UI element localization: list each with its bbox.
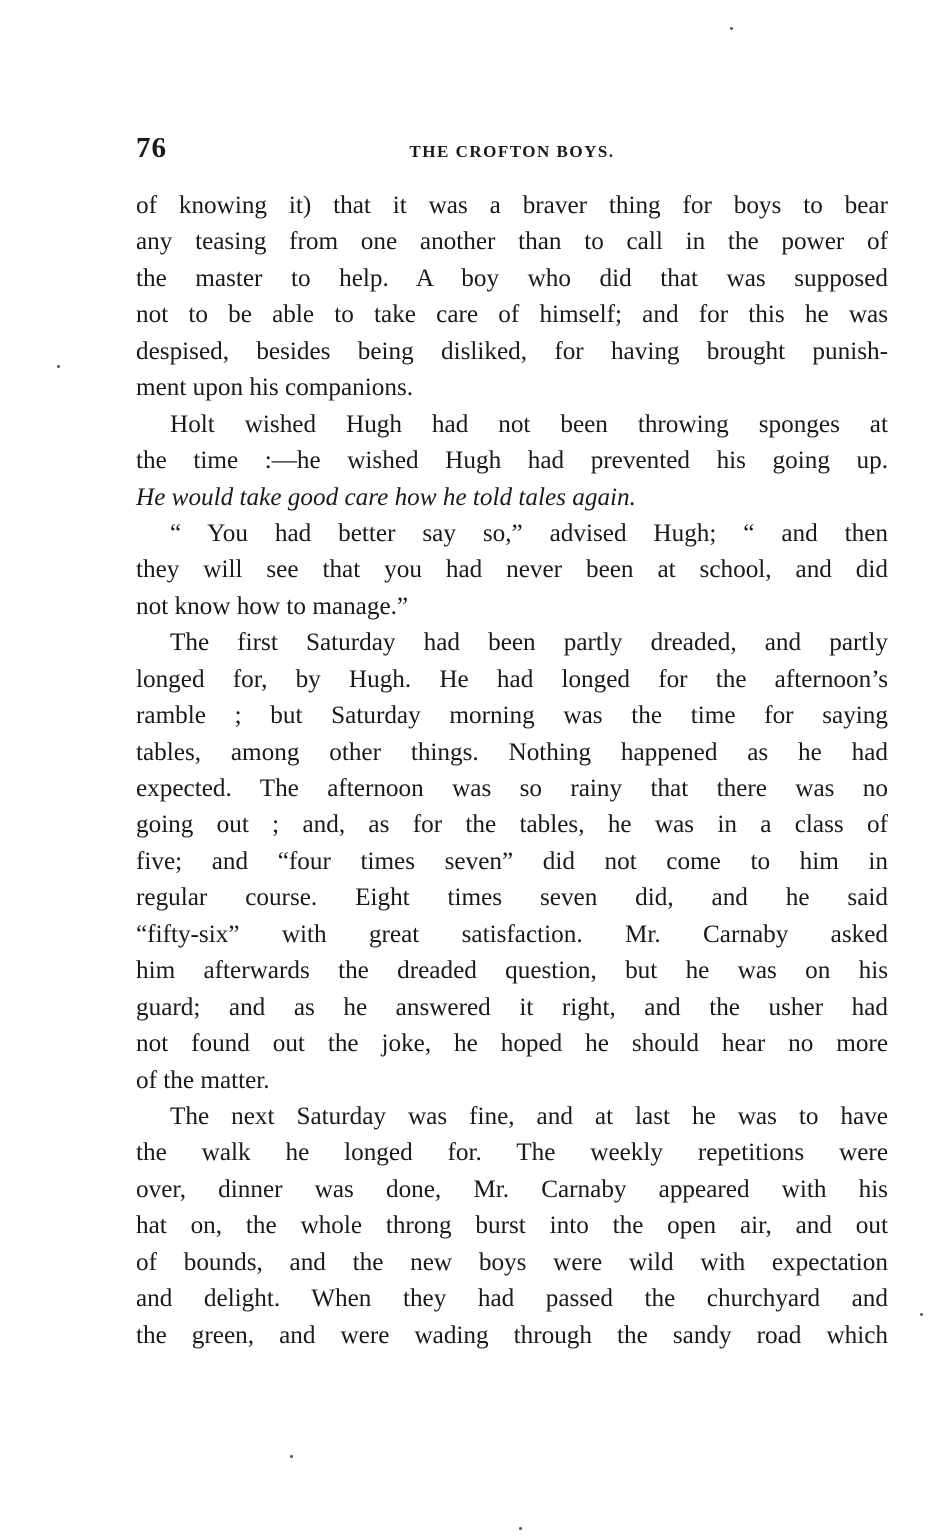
page-number: 76 xyxy=(136,132,167,164)
text-line: any teasing from one another than to call in the power of xyxy=(136,228,888,256)
running-title: THE CROFTON BOYS. xyxy=(409,142,615,161)
paragraph-start-line: The first Saturday had been partly dreaded, and partly xyxy=(170,629,888,657)
text-line: over, dinner was done, Mr. Carnaby appeared with his xyxy=(136,1175,888,1203)
text-line: going out ; and, as for the tables, he was in a class of xyxy=(136,811,888,839)
text-line: regular course. Eight times seven did, and he said xyxy=(136,884,888,912)
paper-speck xyxy=(290,1455,293,1458)
body-text xyxy=(136,188,888,1354)
text-line: expected. The afternoon was so rainy that there was no xyxy=(136,775,888,802)
text-line: despised, besides being disliked, for having brought punish- xyxy=(136,337,888,365)
text-line: of the matter. xyxy=(136,1066,270,1094)
text-line: longed for, by Hugh. He had longed for the afternoon’s xyxy=(136,665,888,693)
text-line: the green, and were wading through the sandy road which xyxy=(136,1321,888,1349)
paper-speck xyxy=(920,1313,923,1316)
text-line: five; and “four times seven” did not come to him in xyxy=(136,847,888,875)
text-line: ramble ; but Saturday morning was the time for saying xyxy=(136,702,888,730)
text-line: not know how to manage.” xyxy=(136,592,409,620)
text-line: of bounds, and the new boys were wild with expectation xyxy=(136,1248,888,1276)
text-line: “fifty-six” with great satisfaction. Mr. Carnaby asked xyxy=(136,920,888,948)
text-line: and delight. When they had passed the churchyard and xyxy=(136,1285,888,1313)
paper-speck xyxy=(57,365,60,368)
text-line: the walk he longed for. The weekly repetitions were xyxy=(136,1139,888,1167)
paragraph-start-line: The next Saturday was fine, and at last he was to have xyxy=(170,1102,888,1130)
text-line: him afterwards the dreaded question, but he was on his xyxy=(136,957,888,985)
text-line: of knowing it) that it was a braver thing for boys to bear xyxy=(136,192,888,219)
text-line: not to be able to take care of himself; and for this he was xyxy=(136,301,888,329)
text-line: hat on, the whole throng burst into the open air, and out xyxy=(136,1212,888,1240)
text-line: tables, among other things. Nothing happened as he had xyxy=(136,738,888,766)
text-line: not found out the joke, he hoped he should hear no more xyxy=(136,1030,888,1058)
paper-speck xyxy=(519,1527,522,1530)
paragraph-start-line: Holt wished Hugh had not been throwing sponges at xyxy=(170,410,888,438)
paper-speck xyxy=(730,27,733,30)
text-line: they will see that you had never been at school, and did xyxy=(136,556,888,584)
page-header xyxy=(136,132,888,172)
text-line: guard; and as he answered it right, and the usher had xyxy=(136,993,888,1021)
italic-line: He would take good care how he told tales again. xyxy=(136,483,636,511)
text-line: the master to help. A boy who did that was supposed xyxy=(136,264,888,292)
text-line: the time :—he wished Hugh had prevented his going up. xyxy=(136,447,888,475)
paragraph-start-line: “ You had better say so,” advised Hugh; “ and then xyxy=(170,519,888,547)
text-line: ment upon his companions. xyxy=(136,374,414,402)
